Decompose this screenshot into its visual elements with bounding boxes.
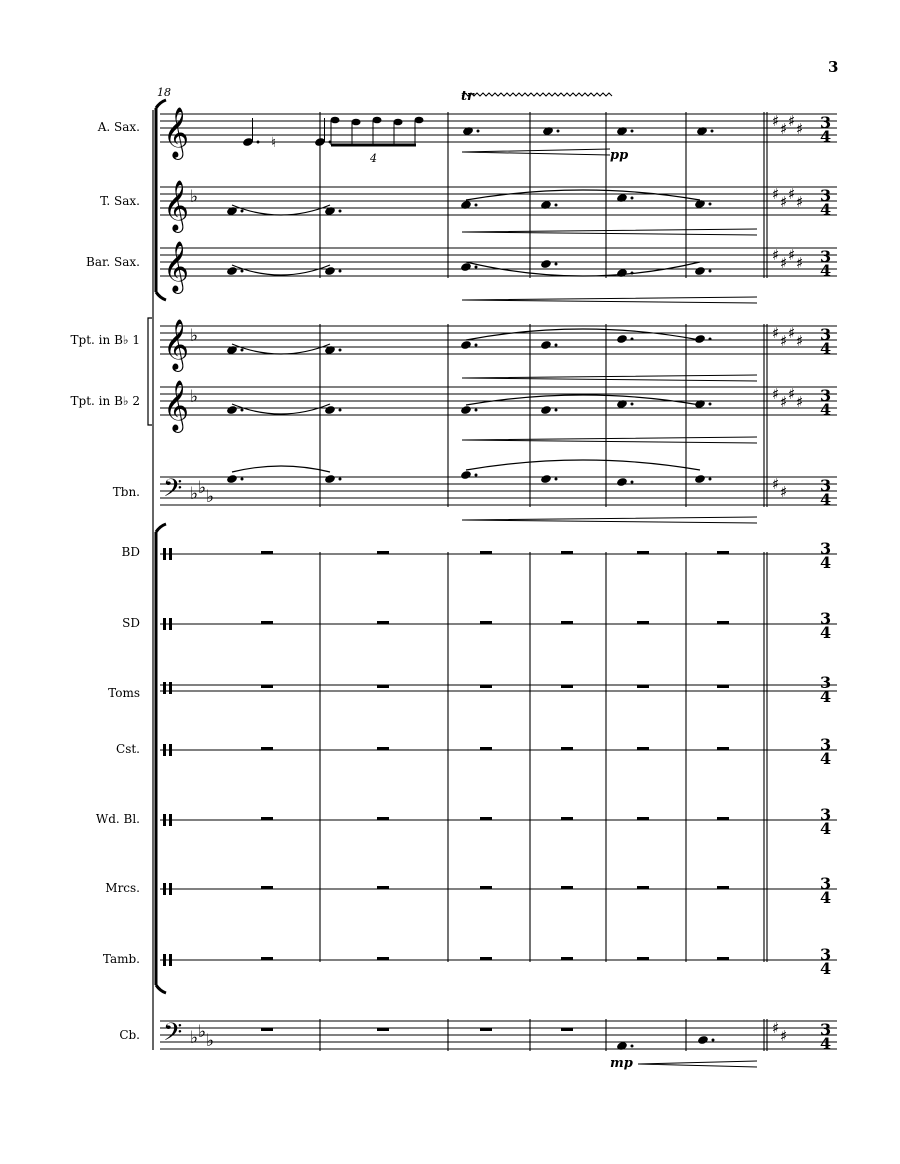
dynamic-pp: pp [610,148,629,163]
dot [712,1039,715,1042]
instrument-label-wdbl: Wd. Bl. [95,812,140,826]
dot [709,338,712,341]
whole-rest [637,957,649,960]
time-signature-top: 3 [820,113,832,132]
hairpin [462,437,757,443]
barlines [320,112,767,1051]
whole-rest [261,1028,273,1031]
whole-rest [561,886,573,889]
sharp-sign: ♯ [780,332,788,350]
whole-rest [377,886,389,889]
sharp-sign: ♯ [788,324,796,342]
notehead [373,117,382,124]
time-signature-top: 3 [820,186,832,205]
time-signature-top: 3 [820,945,832,964]
sharp-sign: ♯ [772,324,780,342]
dot [709,478,712,481]
dot [241,349,244,352]
whole-rest [717,551,729,554]
sharp-sign: ♯ [796,254,804,272]
notehead [540,340,552,350]
flat-sign: ♭ [190,484,199,504]
time-signature-bottom: 4 [820,959,832,978]
hairpins [462,149,757,1067]
hairpin [462,149,610,155]
whole-rest [637,551,649,554]
trill-mark: tr [461,89,474,104]
whole-rest [637,747,649,750]
whole-rest [377,817,389,820]
whole-rest [561,747,573,750]
time-signature-top: 3 [820,247,832,266]
notehead [324,474,336,484]
dot [631,130,634,133]
time-signature-bottom: 4 [820,749,832,768]
sharp-sign: ♯ [780,1027,788,1045]
instrument-label-tbn: Tbn. [112,485,140,499]
whole-rest [717,957,729,960]
sharp-sign: ♯ [796,193,804,211]
notehead [540,405,552,415]
flat-sign: ♭ [190,1028,199,1048]
flat-sign: ♭ [190,326,199,346]
sharp-sign: ♯ [780,254,788,272]
whole-rest [480,886,492,889]
dot [475,266,478,269]
sharp-sign: ♯ [780,393,788,411]
treble-clef: 𝄞 [163,380,190,431]
dot [475,409,478,412]
sharp-sign: ♯ [796,120,804,138]
whole-rest [637,817,649,820]
notehead [694,266,706,276]
slur [466,190,700,200]
time-signature-bottom: 4 [820,490,832,509]
time-signature-top: 3 [820,325,832,344]
dot [241,270,244,273]
dynamic-mp: mp [610,1056,633,1071]
whole-rest [261,621,273,624]
whole-rest [561,817,573,820]
notehead [415,117,424,124]
instrument-label-cst: Cst. [116,742,140,756]
dot [555,478,558,481]
hairpin [462,375,757,381]
whole-rest [717,621,729,624]
bass-clef: 𝄢 [163,1018,183,1053]
whole-rest [637,621,649,624]
dot [557,130,560,133]
instrument-label-tsax: T. Sax. [100,194,140,208]
percussion-clef [169,618,172,630]
whole-rest [480,957,492,960]
notehead [460,340,472,350]
dot [477,130,480,133]
percussion-clef [169,744,172,756]
notehead [331,117,340,124]
treble-clef: 𝄞 [163,241,190,292]
dot [241,210,244,213]
dot [631,403,634,406]
sharp-sign: ♯ [772,1019,780,1037]
sharp-sign: ♯ [772,246,780,264]
percussion-clef [169,954,172,966]
sharp-sign: ♯ [780,483,788,501]
notes [226,117,714,1051]
whole-rest [377,685,389,688]
time-signature-bottom: 4 [820,888,832,907]
tuplet-number: 4 [370,152,377,165]
notehead [226,266,238,276]
dot [475,474,478,477]
notehead [226,474,238,484]
whole-rest [480,551,492,554]
percussion-clef [163,883,166,895]
whole-rest [561,621,573,624]
trill-line [462,93,612,96]
whole-rest [480,817,492,820]
flat-sign: ♭ [190,387,199,407]
treble-clef: 𝄞 [163,319,190,370]
sharp-sign: ♯ [780,120,788,138]
notehead [352,119,361,126]
percussion-clef [169,682,172,694]
dot [241,409,244,412]
whole-rest [561,685,573,688]
sharp-sign: ♯ [788,185,796,203]
time-signature-bottom: 4 [820,819,832,838]
whole-rest [480,747,492,750]
instrument-label-bsax: Bar. Sax. [86,255,140,269]
bass-clef: 𝄢 [163,474,183,509]
time-signature-top: 3 [820,805,832,824]
hairpin [462,297,757,303]
notehead [616,477,628,487]
time-signature-bottom: 4 [820,553,832,572]
slur [466,395,700,405]
slur [466,460,700,470]
time-signature-bottom: 4 [820,687,832,706]
instrument-label-asax: A. Sax. [97,120,140,134]
dot [631,197,634,200]
whole-rest [261,747,273,750]
flat-sign: ♭ [206,1031,215,1051]
sharp-sign: ♯ [788,112,796,130]
notehead [540,474,552,484]
percussion-clef [169,814,172,826]
whole-rest [561,957,573,960]
instrument-label-sd: SD [122,616,140,630]
whole-rest [261,886,273,889]
instrument-label-toms: Toms [108,686,140,700]
time-signature-bottom: 4 [820,1034,832,1053]
slur [466,329,700,340]
instrument-label-tamb: Tamb. [102,952,140,966]
dot [631,1045,634,1048]
time-signature-bottom: 4 [820,200,832,219]
notehead [460,470,472,480]
dot [555,263,558,266]
time-signature-top: 3 [820,874,832,893]
sharp-sign: ♯ [780,193,788,211]
dot [709,203,712,206]
time-signature-bottom: 4 [820,261,832,280]
treble-clef: 𝄞 [163,180,190,231]
hairpin [638,1061,757,1067]
clefs [163,107,189,1053]
whole-rest [480,685,492,688]
notehead [460,405,472,415]
whole-rest [637,886,649,889]
rests [261,551,729,1031]
slur [232,205,330,215]
time-signature-top: 3 [820,609,832,628]
dot [709,270,712,273]
flat-sign: ♭ [198,1022,207,1042]
notehead [324,405,336,415]
whole-rest [480,621,492,624]
whole-rest [377,621,389,624]
notehead [540,259,552,269]
time-signature-top: 3 [820,386,832,405]
time-signature-top: 3 [820,539,832,558]
percussion-clef [163,954,166,966]
sharp-sign: ♯ [772,112,780,130]
dot [475,204,478,207]
notehead [697,1035,709,1045]
sharp-sign: ♯ [788,385,796,403]
instrument-label-bd: BD [121,545,140,559]
whole-rest [637,685,649,688]
dot [555,204,558,207]
percussion-clef [169,883,172,895]
whole-rest [480,1028,492,1031]
whole-rest [717,747,729,750]
flat-sign: ♭ [190,187,199,207]
dot [631,338,634,341]
dot [475,344,478,347]
sharp-sign: ♯ [796,393,804,411]
dot [709,403,712,406]
sharp-sign: ♯ [772,185,780,203]
instrument-label-tpt2: Tpt. in B♭ 2 [70,394,140,408]
sharp-sign: ♯ [772,385,780,403]
time-signature-top: 3 [820,476,832,495]
percussion-clef [163,814,166,826]
dot [257,141,260,144]
time-signature-top: 3 [820,1020,832,1039]
sharp-sign: ♯ [796,332,804,350]
time-signature-bottom: 4 [820,127,832,146]
treble-clef: 𝄞 [163,107,190,158]
percussion-clef [169,548,172,560]
dot [339,210,342,213]
slur [232,404,330,414]
page-number: 3 [828,58,839,76]
percussion-clef [163,744,166,756]
key-signatures [190,112,803,1051]
whole-rest [717,886,729,889]
percussion-clef [163,682,166,694]
whole-rest [261,817,273,820]
bracket-trumpets [148,318,152,425]
whole-rest [377,1028,389,1031]
measure-number: 18 [157,86,171,99]
instrument-label-cb: Cb. [119,1028,140,1042]
whole-rest [377,957,389,960]
percussion-clef [163,548,166,560]
whole-rest [261,957,273,960]
whole-rest [717,685,729,688]
dot [555,409,558,412]
slur [232,344,330,354]
hairpin [462,229,757,235]
dot [339,270,342,273]
sharp-sign: ♯ [788,246,796,264]
time-signature-bottom: 4 [820,339,832,358]
percussion-clef [163,618,166,630]
dot [631,481,634,484]
slur [232,265,330,275]
notehead [226,405,238,415]
bracket-percussion [156,524,166,993]
staves [160,114,837,1049]
dot [555,344,558,347]
flat-sign: ♭ [206,487,215,507]
whole-rest [561,1028,573,1031]
notehead [694,474,706,484]
time-signature-bottom: 4 [820,623,832,642]
time-signature-top: 3 [820,673,832,692]
instrument-label-tpt1: Tpt. in B♭ 1 [70,333,140,347]
hairpin [462,517,757,523]
whole-rest [717,817,729,820]
whole-rest [377,747,389,750]
sharp-sign: ♯ [772,475,780,493]
dot [339,478,342,481]
time-signatures [820,113,831,1053]
notehead [394,119,403,126]
whole-rest [561,551,573,554]
dot [339,409,342,412]
time-signature-bottom: 4 [820,400,832,419]
slur [232,466,330,472]
dot [339,349,342,352]
instrument-label-mrcs: Mrcs. [105,881,140,895]
whole-rest [261,551,273,554]
accidental: ♮ [271,135,277,151]
notehead [324,266,336,276]
whole-rest [377,551,389,554]
dot [711,130,714,133]
notehead [616,334,628,344]
flat-sign: ♭ [198,478,207,498]
whole-rest [261,685,273,688]
dot [241,478,244,481]
time-signature-top: 3 [820,735,832,754]
